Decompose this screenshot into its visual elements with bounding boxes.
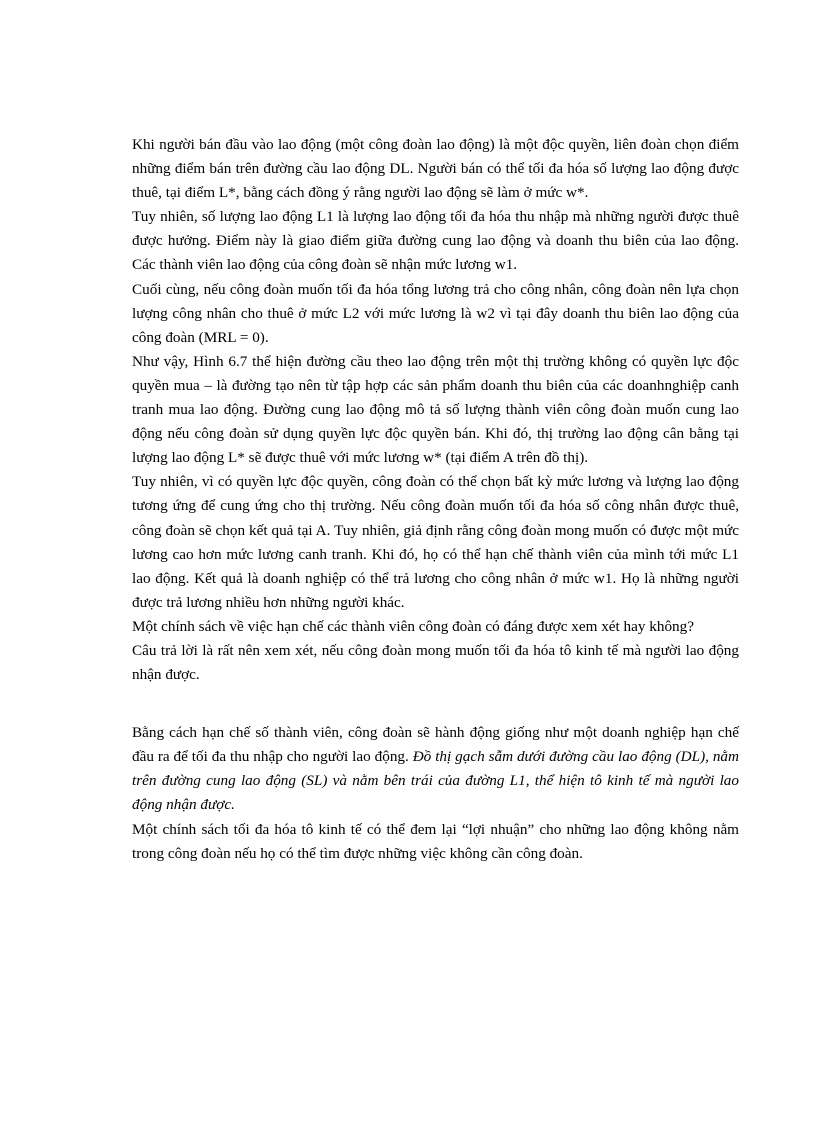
paragraph-restrict-normal-text: Bằng cách hạn chế số thành viên, công đoàn sẽ hành động giống như một doanh nghiệp hạn chế đầu ra để tối đa thu nhập cho người lao động. <box>132 724 739 766</box>
paragraph-spacer <box>132 687 739 721</box>
document-page <box>132 133 739 866</box>
paragraph-answer: Câu trả lời là rất nên xem xét, nếu công đoàn mong muốn tối đa hóa tô kinh tế mà người lao động nhận được. <box>132 641 739 684</box>
paragraph-income-maximizing: Tuy nhiên, số lượng lao động L1 là lượng lao động tối đa hóa thu nhập mà những người được thuê được hưởng. Điểm này là giao điểm giữa đường cung lao động và doanh thu biên của lao động. Các thành viên lao động của công đoàn sẽ nhận mức lương w1. <box>132 208 739 274</box>
paragraph-question: Một chính sách về việc hạn chế các thành viên công đoàn có đáng được xem xét hay không? <box>132 617 694 635</box>
paragraph-monopoly-seller: Khi người bán đầu vào lao động (một công đoàn lao động) là một độc quyền, liên đoàn chọn điểm những điểm bán trên đường cầu lao động DL. Người bán có thể tối đa hóa số lượng lao động được thuê, tại điểm L*, bằng cách đồng ý rằng người lao động sẽ làm ở mức w*. <box>132 136 739 202</box>
paragraph-rent-policy: Một chính sách tối đa hóa tô kinh tế có thể đem lại “lợi nhuận” cho những lao động không nằm trong công đoàn nếu họ có thể tìm được những việc không cần công đoàn. <box>132 820 739 862</box>
paragraph-figure-6-7: Như vậy, Hình 6.7 thể hiện đường cầu theo lao động trên một thị trường không có quyền lực độc quyền mua – là đường tạo nên từ tập hợp các sản phẩm doanh thu biên của các doanhnghiệp canh tranh mua lao động. Đường cung lao động mô tả số lượng thành viên công đoàn muốn cung lao động nếu công đoàn sử dụng quyền lực độc quyền bán. Khi đó, thị trường lao động cân bằng tại lượng lao động L* sẽ được thuê với mức lương w* (tại điểm A trên đồ thị). <box>132 352 739 467</box>
paragraph-union-choice: Tuy nhiên, vì có quyền lực độc quyền, công đoàn có thể chọn bất kỳ mức lương và lượng lao động tương ứng để cung ứng cho thị trường. Nếu công đoàn muốn tối đa hóa số công nhân được thuê, công đoàn sẽ chọn kết quả tại A. Tuy nhiên, giả định rằng công đoàn mong muốn có được một mức lương cao hơn mức lương canh tranh. Khi đó, họ có thể hạn chế thành viên của mình tới mức L1 lao động. Kết quả là doanh nghiệp có thể trả lương cho công nhân ở mức w1. Họ là những người được trả lương nhiều hơn những người khác. <box>132 473 739 611</box>
paragraph-restrict-italic-text: Đồ thị gạch sẫm dưới đường cầu lao động (DL), nằm trên đường cung lao động (SL) và nằm bên trái của đường L1, thể hiện tô kinh tế mà người lao động nhận được. <box>132 748 739 814</box>
paragraph-total-wage: Cuối cùng, nếu công đoàn muốn tối đa hóa tổng lương trả cho công nhân, công đoàn nên lựa chọn lượng công nhân cho thuê ở mức L2 với mức lương là w2 vì tại đây doanh thu biên lao động của công đoàn (MRL = 0). <box>132 280 739 346</box>
paragraph-restrict-membership <box>132 721 739 817</box>
